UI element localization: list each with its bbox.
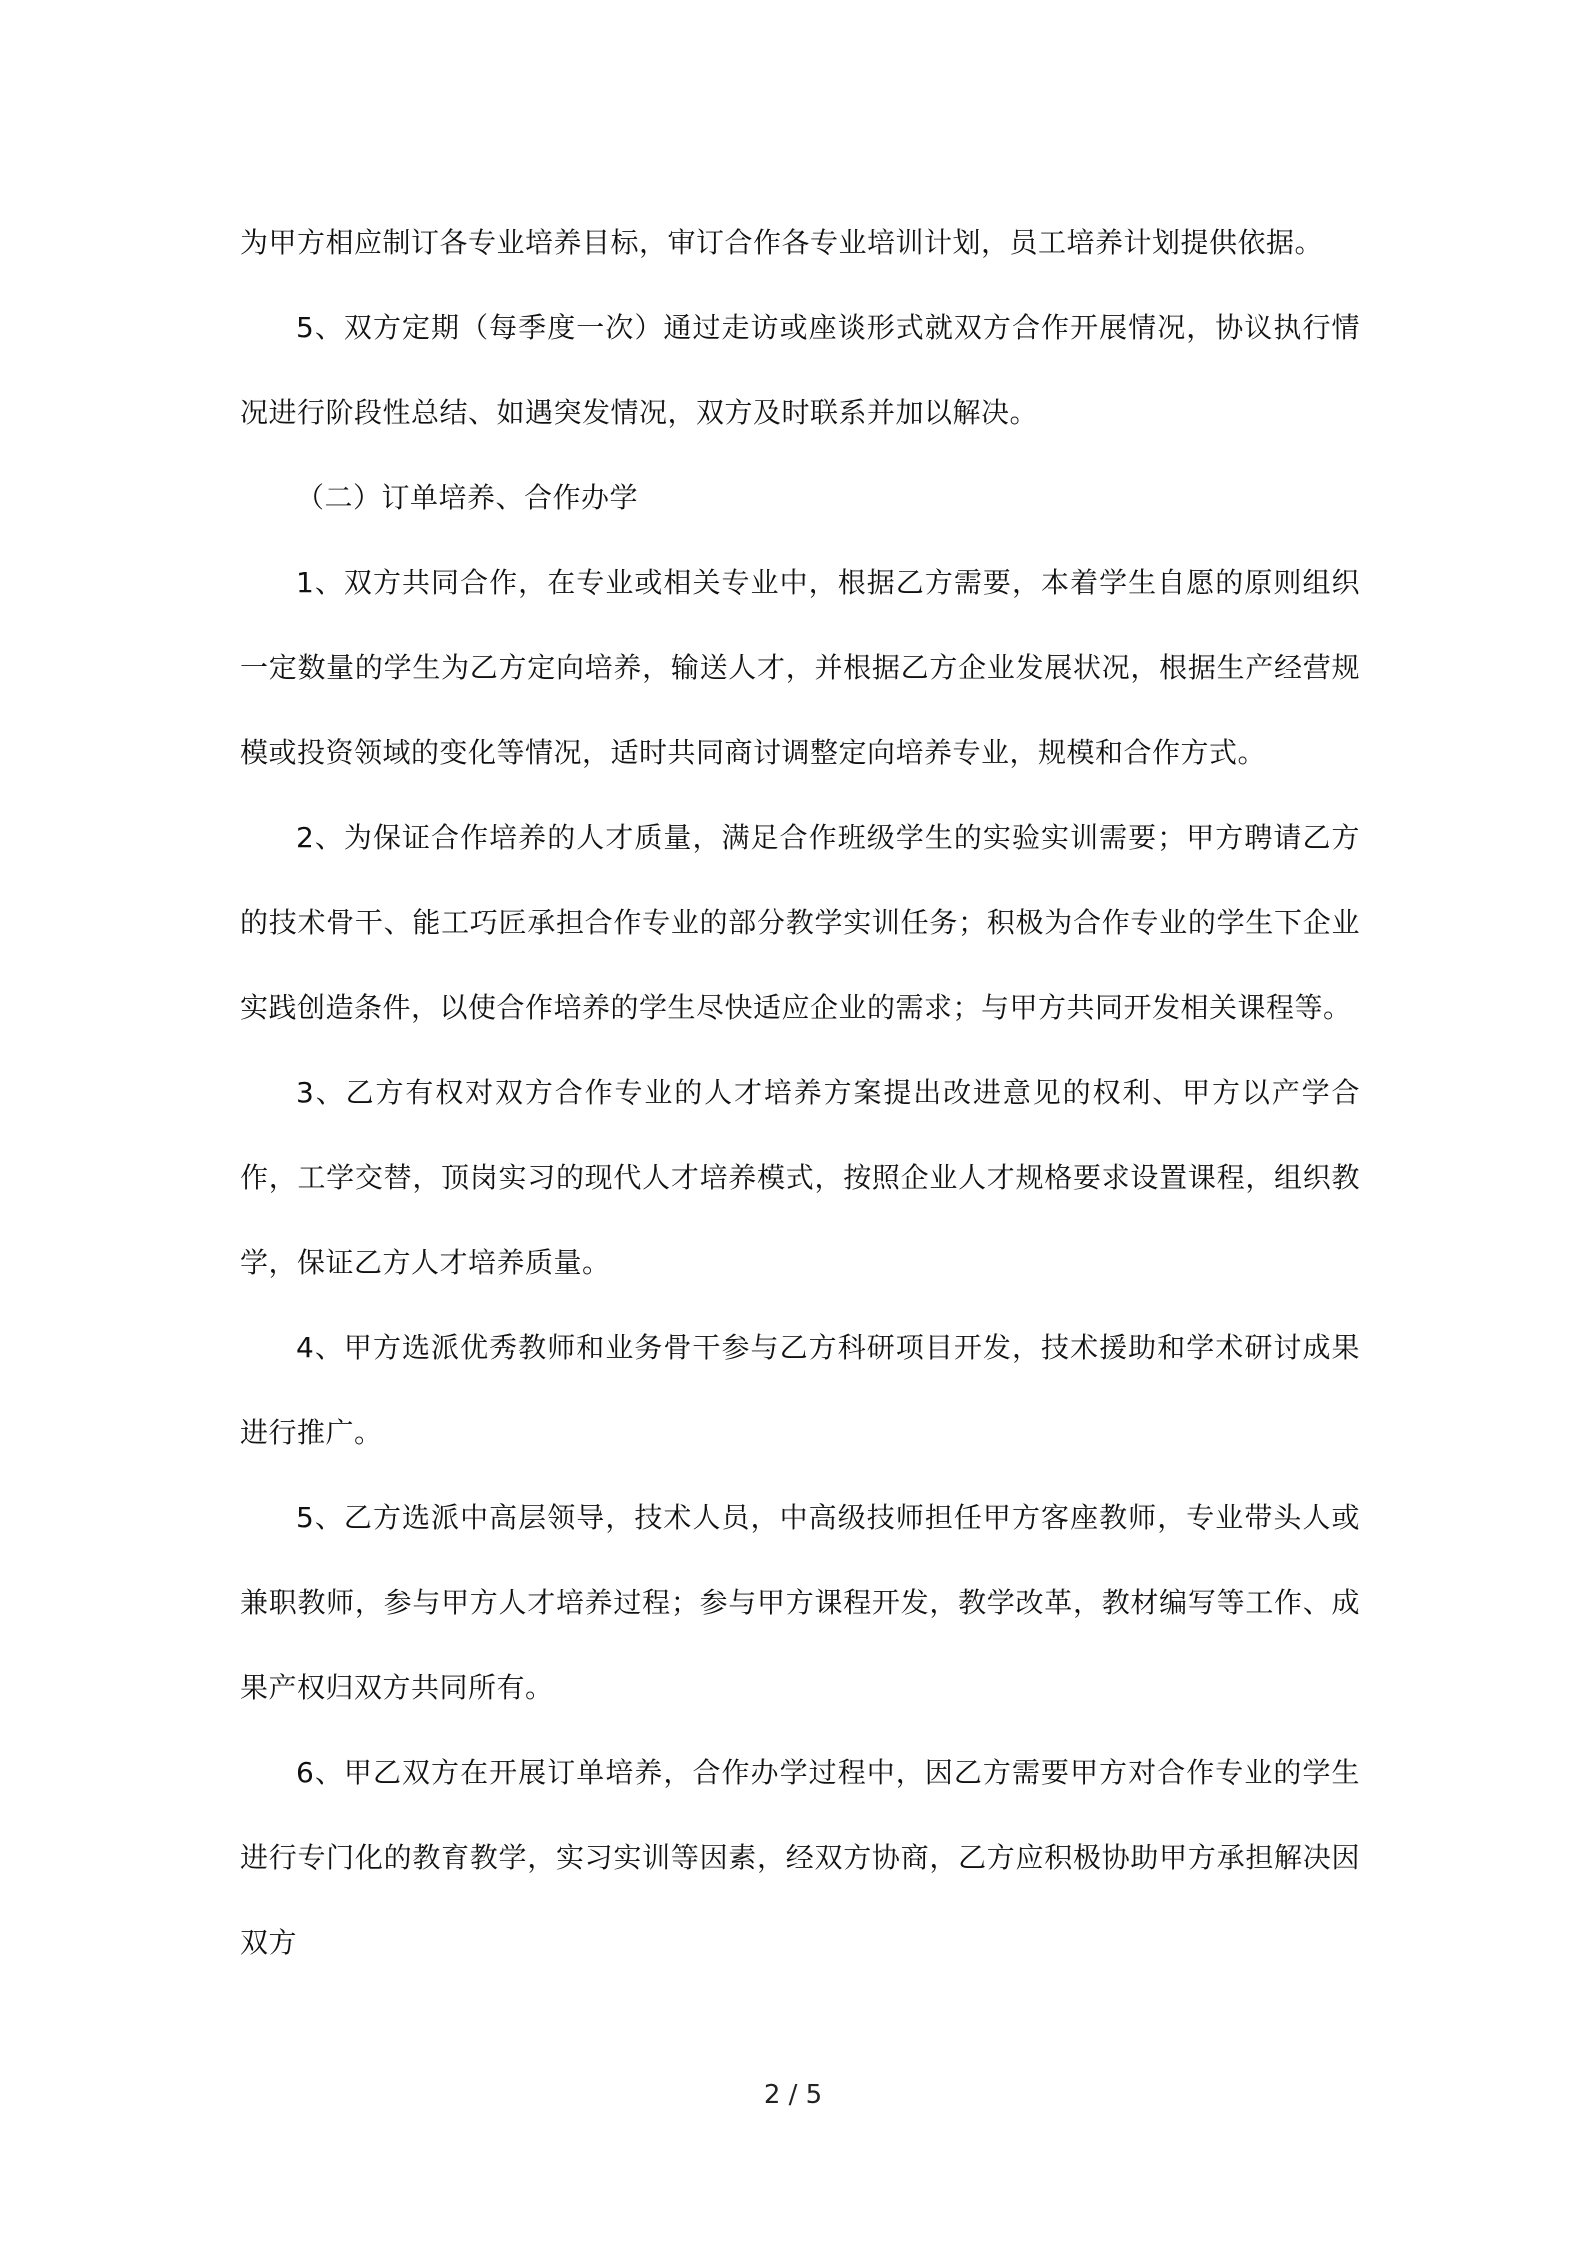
paragraph-continuation: 为甲方相应制订各专业培养目标，审订合作各专业培训计划，员工培养计划提供依据。 bbox=[240, 226, 1324, 259]
paragraph-item-6: 6、甲乙双方在开展订单培养，合作办学过程中，因乙方需要甲方对合作专业的学生进行专门化的教育教学，实习实训等因素，经双方协商，乙方应积极协助甲方承担解决因双方 bbox=[240, 1756, 1360, 1959]
paragraph-item-5: 5、乙方选派中高层领导，技术人员，中高级技师担任甲方客座教师，专业带头人或兼职教师，参与甲方人才培养过程；参与甲方课程开发，教学改革，教材编写等工作、成果产权归双方共同所有。 bbox=[240, 1501, 1360, 1704]
paragraph-item-4: 4、甲方选派优秀教师和业务骨干参与乙方科研项目开发，技术援助和学术研讨成果进行推广。 bbox=[240, 1331, 1360, 1449]
paragraph-item-1: 1、双方共同合作，在专业或相关专业中，根据乙方需要，本着学生自愿的原则组织一定数量的学生为乙方定向培养，输送人才，并根据乙方企业发展状况，根据生产经营规模或投资领域的变化等情况，适时共同商讨调整定向培养专业，规模和合作方式。 bbox=[240, 566, 1360, 769]
paragraph-item-3: 3、乙方有权对双方合作专业的人才培养方案提出改进意见的权利、甲方以产学合作，工学交替，顶岗实习的现代人才培养模式，按照企业人才规格要求设置课程，组织教学，保证乙方人才培养质量。 bbox=[240, 1076, 1360, 1279]
paragraph-item-2: 2、为保证合作培养的人才质量，满足合作班级学生的实验实训需要；甲方聘请乙方的技术骨干、能工巧匠承担合作专业的部分教学实训任务；积极为合作专业的学生下企业实践创造条件，以使合作培养的学生尽快适应企业的需求；与甲方共同开发相关课程等。 bbox=[240, 821, 1360, 1024]
page-number: 2 / 5 bbox=[763, 2080, 823, 2110]
document-body bbox=[240, 200, 1360, 1985]
paragraph-item-5-meetings: 5、双方定期（每季度一次）通过走访或座谈形式就双方合作开展情况，协议执行情况进行阶段性总结、如遇突发情况，双方及时联系并加以解决。 bbox=[240, 311, 1360, 429]
section-heading-order-training: （二）订单培养、合作办学 bbox=[296, 481, 639, 514]
